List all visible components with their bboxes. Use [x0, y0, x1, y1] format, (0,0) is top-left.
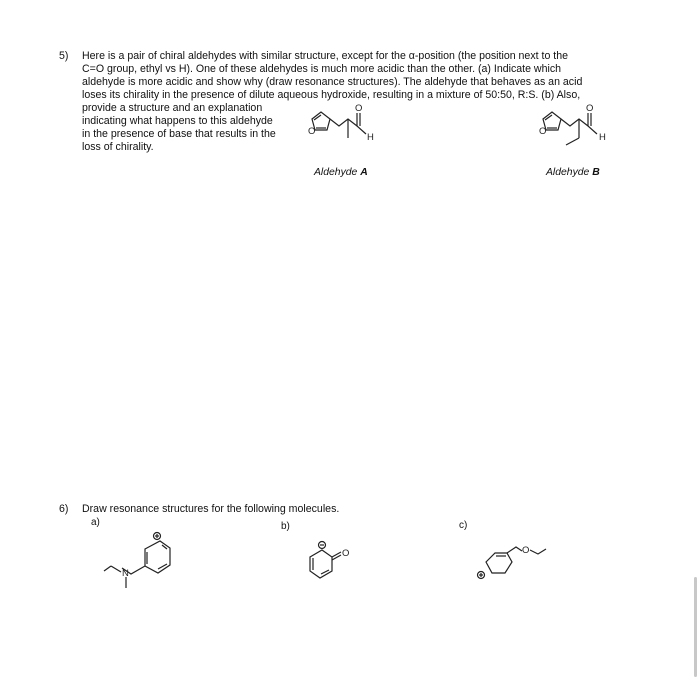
aldehyde-a-label: Aldehyde A — [314, 167, 368, 178]
molecule-6b — [298, 535, 368, 591]
aldehyde-hydrogen: H — [367, 132, 374, 143]
question-5-line-3: aldehyde is more acidic and show why (draw resonance structures). The aldehyde that behaves as an acid — [82, 76, 583, 88]
question-6-prompt: Draw resonance structures for the following molecules. — [82, 503, 340, 515]
part-b-label: b) — [281, 521, 290, 532]
furan-oxygen: O — [539, 126, 547, 137]
furan-oxygen: O — [308, 126, 316, 137]
part-c-label: c) — [459, 520, 468, 531]
scrollbar[interactable] — [694, 577, 697, 677]
part-a-label: a) — [91, 517, 100, 528]
question-5-line-5: provide a structure and an explanation — [82, 102, 263, 114]
question-5-line-8: loss of chirality. — [82, 141, 154, 153]
carbonyl-oxygen: O — [586, 103, 594, 114]
carbonyl-oxygen: O — [355, 103, 363, 114]
molecule-6c — [472, 536, 562, 586]
question-5-line-1: Here is a pair of chiral aldehydes with similar structure, except for the α-position (the position next to the — [82, 50, 569, 62]
molecule-6a — [100, 528, 180, 594]
benzene-ring — [145, 541, 170, 573]
question-5-line-2: C=O group, ethyl vs H). One of these aldehydes is much more acidic than the other. (a) Indicate which — [82, 63, 562, 75]
question-5-line-7: in the presence of base that results in the — [82, 128, 276, 140]
aldehyde-a-structure — [305, 104, 385, 152]
nitrogen-atom: N — [122, 568, 129, 579]
aldehyde-hydrogen: H — [599, 132, 606, 143]
question-5-line-6: indicating what happens to this aldehyde — [82, 115, 273, 127]
question-5-number: 5) — [59, 50, 69, 62]
question-6-number: 6) — [59, 503, 69, 515]
aldehyde-b-label: Aldehyde B — [546, 167, 600, 178]
oxygen-atom: O — [342, 548, 350, 559]
ether-oxygen: O — [522, 545, 530, 556]
question-5-line-4: loses its chirality in the presence of dilute aqueous hydroxide, resulting in a mixture of 50:50, R:S. (b) Also, — [82, 89, 581, 101]
aldehyde-b-structure — [536, 104, 616, 156]
